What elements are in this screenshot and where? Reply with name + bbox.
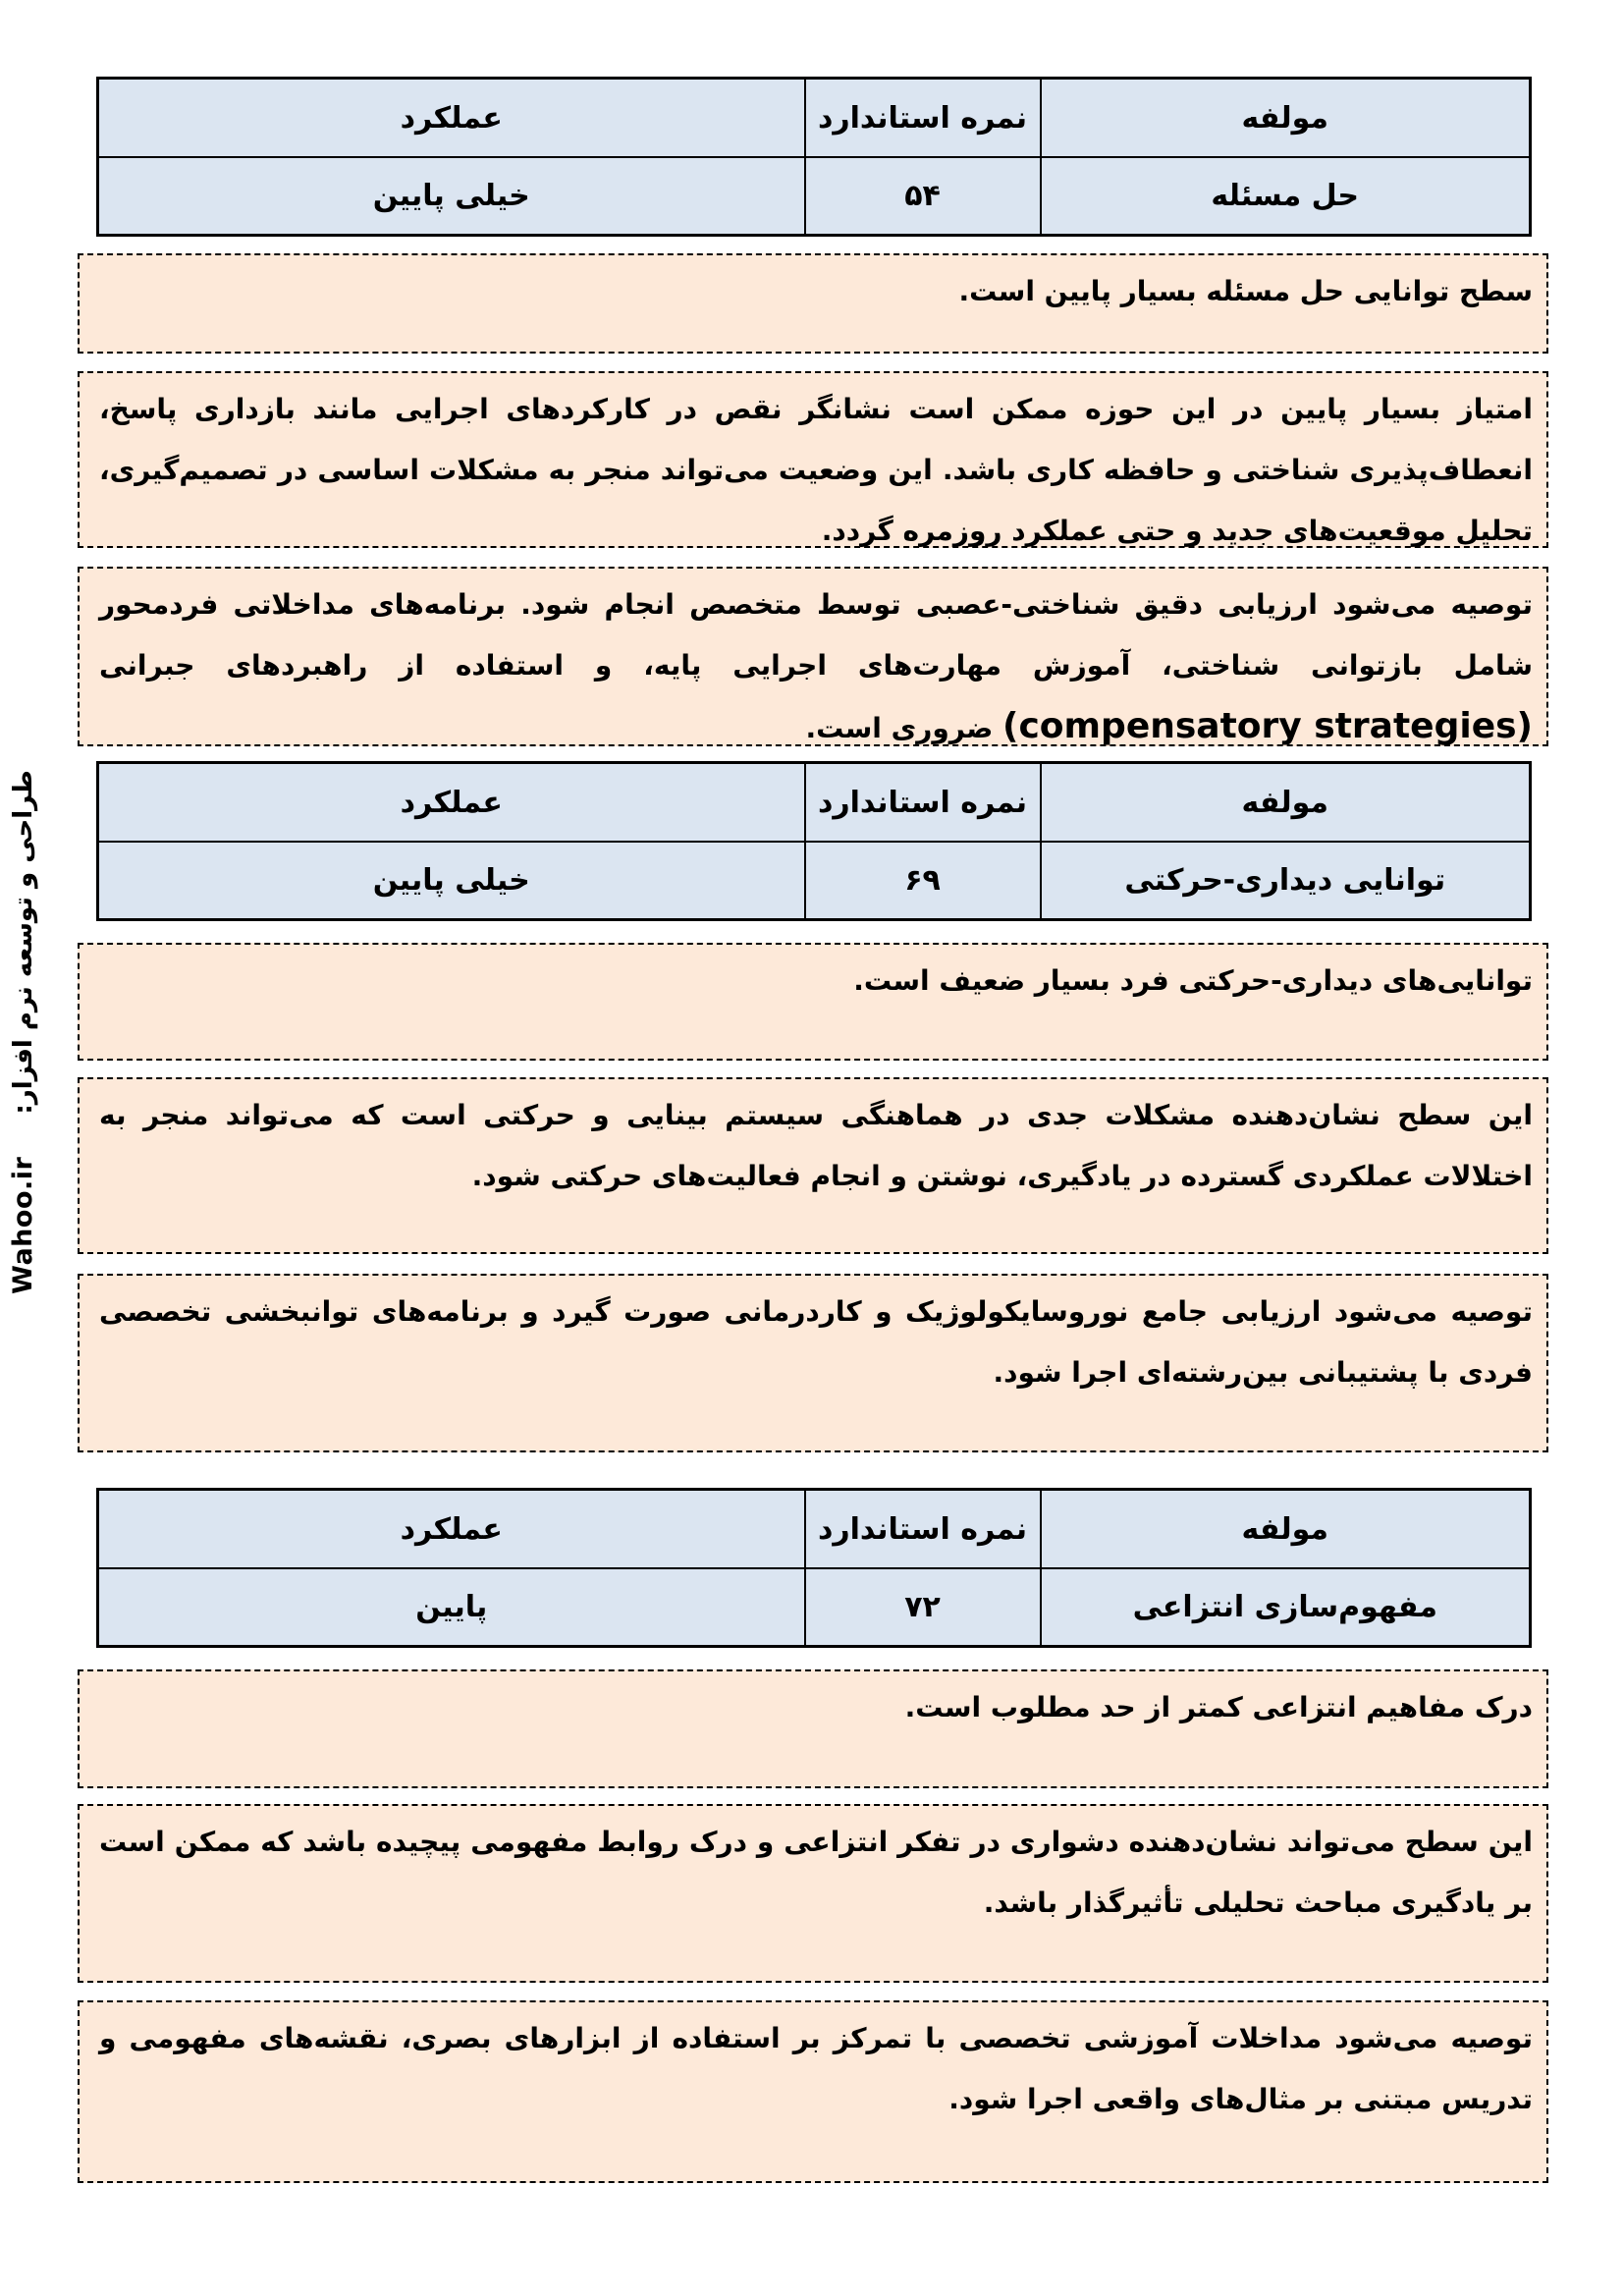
developer-credit-label: طراحی و توسعه نرم افزار: <box>9 770 38 1115</box>
cell-standard-score: ۷۲ <box>805 1568 1041 1647</box>
header-component: مولفه <box>1041 763 1531 843</box>
cell-standard-score: ۶۹ <box>805 842 1041 920</box>
summary-text: توانایی‌های دیداری-حرکتی فرد بسیار ضعیف است. <box>853 964 1533 997</box>
recommendation-text-before: توصیه می‌شود ارزیابی دقیق شناختی-عصبی توسط متخصص انجام شود. برنامه‌های مداخلاتی فردمحور شامل بازتوانی شناختی، آموزش مهارت‌های اجرایی پایه، و استفاده از راهبردهای جبرانی <box>99 588 1533 682</box>
summary-text: سطح توانایی حل مسئله بسیار پایین است. <box>958 275 1533 307</box>
score-table-header-row <box>98 79 1531 158</box>
score-table-header-row <box>98 1490 1531 1569</box>
developer-credit-site: Wahoo.ir <box>8 1156 38 1294</box>
header-standard-score: نمره استاندارد <box>805 79 1041 158</box>
summary-text: درک مفاهیم انتزاعی کمتر از حد مطلوب است. <box>904 1691 1533 1723</box>
recommendation-note-visual-motor <box>78 1274 1548 1452</box>
recommendation-text: توصیه می‌شود ارزیابی جامع نوروسایکولوژیک و کاردرمانی صورت گیرد و برنامه‌های توانبخشی تخصصی فردی با پشتیبانی بین‌رشته‌ای اجرا شود. <box>99 1295 1533 1389</box>
cell-component: توانایی دیداری-حرکتی <box>1041 842 1531 920</box>
interpretation-note-problem-solving <box>78 371 1548 548</box>
cell-component: حل مسئله <box>1041 157 1531 236</box>
cell-standard-score: ۵۴ <box>805 157 1041 236</box>
interpretation-text: این سطح می‌تواند نشان‌دهنده دشواری در تفکر انتزاعی و درک روابط مفهومی پیچیده باشد که ممکن است بر یادگیری مباحث تحلیلی تأثیرگذار باشد. <box>99 1826 1533 1919</box>
header-component: مولفه <box>1041 79 1531 158</box>
interpretation-note-visual-motor <box>78 1077 1548 1254</box>
cell-performance: پایین <box>98 1568 805 1647</box>
header-performance: عملکرد <box>98 1490 805 1569</box>
header-standard-score: نمره استاندارد <box>805 1490 1041 1569</box>
recommendation-text-after: ضروری است. <box>805 712 1003 744</box>
header-performance: عملکرد <box>98 79 805 158</box>
recommendation-note-abstract-conceptualization <box>78 2000 1548 2183</box>
score-table-header-row <box>98 763 1531 843</box>
header-standard-score: نمره استاندارد <box>805 763 1041 843</box>
cell-component: مفهوم‌سازی انتزاعی <box>1041 1568 1531 1647</box>
interpretation-note-abstract-conceptualization <box>78 1804 1548 1983</box>
interpretation-text: این سطح نشان‌دهنده مشکلات جدی در هماهنگی سیستم بینایی و حرکتی است که می‌تواند منجر به اختلالات عملکردی گسترده در یادگیری، نوشتن و انجام فعالیت‌های حرکتی شود. <box>99 1099 1533 1192</box>
score-table-value-row <box>98 157 1531 236</box>
score-table-value-row <box>98 842 1531 920</box>
recommendation-text: توصیه می‌شود مداخلات آموزشی تخصصی با تمرکز بر استفاده از ابزارهای بصری، نقشه‌های مفهومی و تدریس مبتنی بر مثال‌های واقعی اجرا شود. <box>99 2022 1533 2115</box>
cell-performance: خیلی پایین <box>98 157 805 236</box>
cell-performance: خیلی پایین <box>98 842 805 920</box>
score-table-problem-solving <box>96 77 1532 237</box>
summary-note-problem-solving <box>78 253 1548 354</box>
score-table-visual-motor <box>96 761 1532 921</box>
developer-credit <box>8 730 43 1335</box>
header-performance: عملکرد <box>98 763 805 843</box>
interpretation-text: امتیاز بسیار پایین در این حوزه ممکن است نشانگر نقص در کارکردهای اجرایی مانند بازداری پاسخ، انعطاف‌پذیری شناختی و حافظه کاری باشد. این وضعیت می‌تواند منجر به مشکلات اساسی در تصمیم‌گیری، تحلیل موقعیت‌های جدید و حتی عملکرد روزمره گردد. <box>99 393 1533 547</box>
recommendation-latin-term: (compensatory strategies) <box>1002 706 1533 746</box>
recommendation-note-problem-solving <box>78 567 1548 746</box>
header-component: مولفه <box>1041 1490 1531 1569</box>
score-table-value-row <box>98 1568 1531 1647</box>
summary-note-visual-motor <box>78 943 1548 1061</box>
score-table-abstract-conceptualization <box>96 1488 1532 1648</box>
summary-note-abstract-conceptualization <box>78 1669 1548 1788</box>
